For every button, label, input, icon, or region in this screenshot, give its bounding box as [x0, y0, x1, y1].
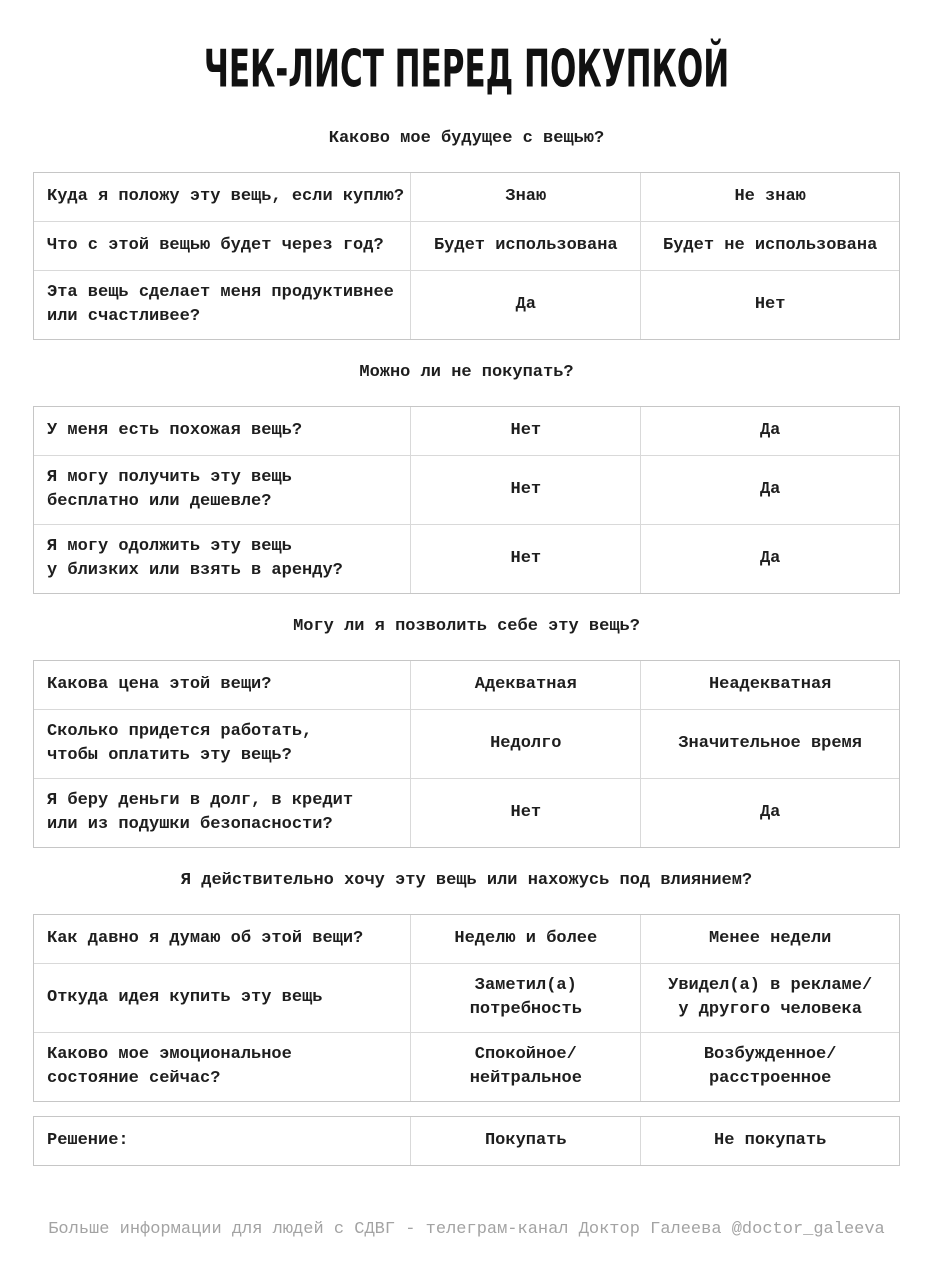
answer-no-buy-cell: Будет не использована: [640, 222, 899, 270]
answer-no-buy-cell: Да: [640, 456, 899, 524]
answer-buy-cell: Нет: [410, 525, 640, 593]
section-future: [33, 128, 900, 340]
table-row: [34, 1032, 899, 1101]
question-cell: Куда я положу эту вещь, если куплю?: [47, 187, 405, 206]
question-table: [33, 660, 900, 848]
table-row: [34, 661, 899, 709]
decision-no-buy-cell: Не покупать: [640, 1117, 899, 1165]
answer-no-buy-cell: Значительное время: [640, 710, 899, 778]
answer-no-buy-cell: Менее недели: [640, 915, 899, 963]
question-table: [33, 914, 900, 1102]
section-influence: [33, 870, 900, 1102]
answer-no-buy-cell: Да: [640, 407, 899, 455]
table-row: [34, 455, 899, 524]
question-table: [33, 406, 900, 594]
answer-no-buy-cell: Возбужденное/ расстроенное: [640, 1033, 899, 1101]
question-cell: Сколько придется работать, чтобы оплатить эту вещь?: [47, 722, 313, 765]
table-row: [34, 524, 899, 593]
answer-buy-cell: Адекватная: [410, 661, 640, 709]
section-heading: Можно ли не покупать?: [359, 363, 574, 382]
question-cell: У меня есть похожая вещь?: [47, 421, 303, 440]
table-row: [34, 407, 899, 455]
answer-no-buy-cell: Не знаю: [640, 173, 899, 221]
answer-buy-cell: Будет использована: [410, 222, 640, 270]
question-table: [33, 172, 900, 340]
question-cell: Что с этой вещью будет через год?: [47, 236, 384, 255]
answer-buy-cell: Знаю: [410, 173, 640, 221]
answer-buy-cell: Нет: [410, 456, 640, 524]
answer-buy-cell: Заметил(а) потребность: [410, 964, 640, 1032]
question-cell: Я могу получить эту вещь бесплатно или дешевле?: [47, 468, 292, 511]
table-row: [34, 221, 899, 270]
answer-no-buy-cell: Да: [640, 525, 899, 593]
decision-table: [33, 1116, 900, 1166]
question-cell: Каково мое эмоциональное состояние сейчас?: [47, 1045, 292, 1088]
decision-buy-cell: Покупать: [410, 1117, 640, 1165]
table-row: [34, 963, 899, 1032]
page-title: ЧЕК-ЛИСТ ПЕРЕД ПОКУПКОЙ: [203, 38, 730, 100]
section-heading: Могу ли я позволить себе эту вещь?: [293, 617, 640, 636]
decision-label-cell: Решение:: [47, 1131, 129, 1150]
answer-buy-cell: Неделю и более: [410, 915, 640, 963]
decision-row: [34, 1117, 899, 1165]
question-cell: Какова цена этой вещи?: [47, 675, 272, 694]
answer-buy-cell: Спокойное/ нейтральное: [410, 1033, 640, 1101]
table-row: [34, 270, 899, 339]
question-cell: Как давно я думаю об этой вещи?: [47, 929, 364, 948]
question-cell: Эта вещь сделает меня продуктивнее или счастливее?: [47, 283, 394, 326]
answer-no-buy-cell: Неадекватная: [640, 661, 899, 709]
table-row: [34, 173, 899, 221]
section-afford: [33, 616, 900, 848]
question-cell: Я беру деньги в долг, в кредит или из подушки безопасности?: [47, 791, 354, 834]
section-heading: Я действительно хочу эту вещь или нахожусь под влиянием?: [180, 871, 753, 890]
table-row: [34, 709, 899, 778]
footer-credit: Больше информации для людей с СДВГ - телеграм-канал Доктор Галеева @doctor_galeeva: [48, 1220, 885, 1239]
question-cell: Я могу одолжить эту вещь у близких или взять в аренду?: [47, 537, 343, 580]
section-heading: Каково мое будущее с вещью?: [328, 129, 605, 148]
section-avoid-buying: [33, 362, 900, 594]
answer-no-buy-cell: Увидел(а) в рекламе/ у другого человека: [640, 964, 899, 1032]
answer-no-buy-cell: Да: [640, 779, 899, 847]
answer-buy-cell: Недолго: [410, 710, 640, 778]
table-row: [34, 915, 899, 963]
answer-buy-cell: Нет: [410, 407, 640, 455]
answer-buy-cell: Нет: [410, 779, 640, 847]
answer-no-buy-cell: Нет: [640, 271, 899, 339]
table-row: [34, 778, 899, 847]
question-cell: Откуда идея купить эту вещь: [47, 988, 323, 1007]
answer-buy-cell: Да: [410, 271, 640, 339]
